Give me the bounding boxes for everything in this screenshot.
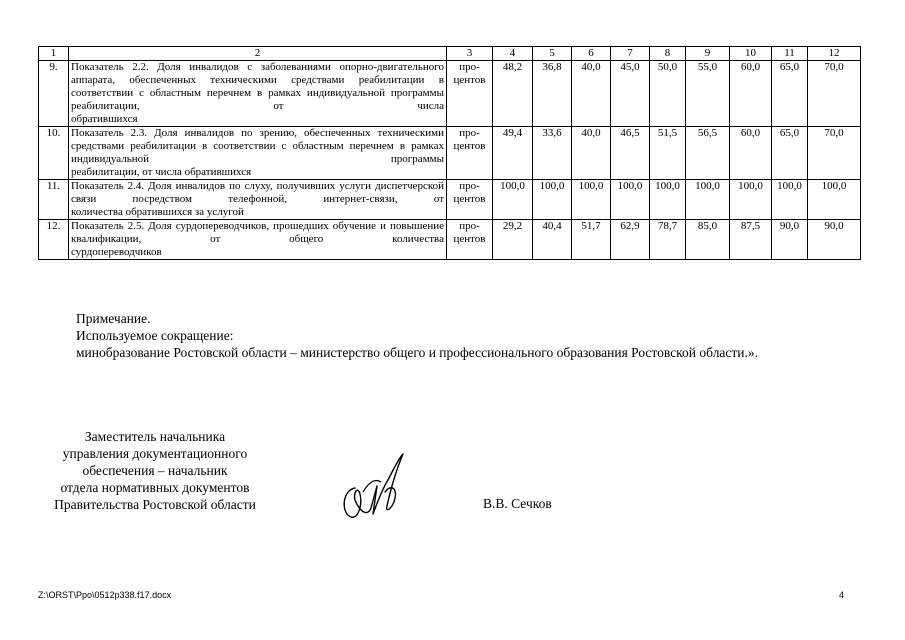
indicator-description-tail: сурдопереводчиков bbox=[71, 246, 162, 258]
signatory-title-line: отдела нормативных документов bbox=[60, 480, 250, 495]
value-cell: 60,0 bbox=[730, 127, 772, 180]
unit-cell: про-центов bbox=[447, 61, 493, 127]
value-cell: 85,0 bbox=[686, 220, 730, 260]
value-cell: 100,0 bbox=[686, 180, 730, 220]
value-cell: 33,6 bbox=[533, 127, 572, 180]
value-cell: 45,0 bbox=[611, 61, 650, 127]
signatory-title bbox=[30, 428, 280, 513]
row-number: 11. bbox=[39, 180, 69, 220]
value-cell: 51,5 bbox=[650, 127, 686, 180]
value-cell: 55,0 bbox=[686, 61, 730, 127]
value-cell: 62,9 bbox=[611, 220, 650, 260]
header-cell: 6 bbox=[572, 47, 611, 61]
value-cell: 60,0 bbox=[730, 61, 772, 127]
value-cell: 100,0 bbox=[611, 180, 650, 220]
row-number: 9. bbox=[39, 61, 69, 127]
value-cell: 56,5 bbox=[686, 127, 730, 180]
value-cell: 100,0 bbox=[572, 180, 611, 220]
value-cell: 70,0 bbox=[808, 61, 861, 127]
value-cell: 90,0 bbox=[808, 220, 861, 260]
table-row bbox=[39, 61, 861, 127]
unit-cell: про-центов bbox=[447, 127, 493, 180]
row-number: 12. bbox=[39, 220, 69, 260]
file-path: Z:\ORST\Ppo\0512p338.f17.docx bbox=[38, 590, 172, 600]
header-cell: 9 bbox=[686, 47, 730, 61]
unit-cell: про-центов bbox=[447, 220, 493, 260]
value-cell: 78,7 bbox=[650, 220, 686, 260]
signatory-title-line: Правительства Ростовской области bbox=[54, 497, 256, 512]
header-cell: 10 bbox=[730, 47, 772, 61]
value-cell: 48,2 bbox=[493, 61, 533, 127]
handwritten-signature bbox=[333, 448, 413, 528]
row-number: 10. bbox=[39, 127, 69, 180]
header-cell: 7 bbox=[611, 47, 650, 61]
table-row bbox=[39, 180, 861, 220]
table-row bbox=[39, 220, 861, 260]
indicators-table bbox=[38, 46, 861, 260]
header-cell: 5 bbox=[533, 47, 572, 61]
header-cell: 2 bbox=[69, 47, 447, 61]
signatory-title-line: управления документационного bbox=[62, 446, 248, 461]
header-cell: 3 bbox=[447, 47, 493, 61]
table-row bbox=[39, 127, 861, 180]
signatory-title-line: Заместитель начальника bbox=[84, 429, 226, 444]
value-cell: 100,0 bbox=[533, 180, 572, 220]
indicator-description-text: Показатель 2.2. Доля инвалидов с заболеваниями опорно-двигательного аппарата, обеспеченных техническими средствами реабилитации в соответствии с областным перечнем в рамках индивидуальной программы реабилитации, от числа bbox=[71, 61, 444, 112]
signatory-title-line: обеспечения – начальник bbox=[82, 463, 228, 478]
table-header-row bbox=[39, 47, 861, 61]
note-title: Примечание. bbox=[76, 311, 151, 326]
indicator-description bbox=[69, 127, 447, 180]
header-cell: 4 bbox=[493, 47, 533, 61]
value-cell: 65,0 bbox=[772, 127, 808, 180]
value-cell: 40,0 bbox=[572, 61, 611, 127]
signatory-name: В.В. Сечков bbox=[483, 496, 552, 511]
value-cell: 100,0 bbox=[730, 180, 772, 220]
value-cell: 65,0 bbox=[772, 61, 808, 127]
indicator-description-tail: реабилитации, от числа обратившихся bbox=[71, 166, 252, 178]
value-cell: 40,4 bbox=[533, 220, 572, 260]
value-cell: 100,0 bbox=[772, 180, 808, 220]
value-cell: 100,0 bbox=[650, 180, 686, 220]
header-cell: 8 bbox=[650, 47, 686, 61]
page-number: 4 bbox=[839, 590, 845, 600]
value-cell: 90,0 bbox=[772, 220, 808, 260]
value-cell: 36,8 bbox=[533, 61, 572, 127]
indicator-description-text: Показатель 2.3. Доля инвалидов по зрению, обеспеченных техническими средствами реабилитации в соответствии с областным перечнем в рамках индивидуальной программы bbox=[71, 127, 444, 165]
header-cell: 11 bbox=[772, 47, 808, 61]
value-cell: 100,0 bbox=[808, 180, 861, 220]
value-cell: 40,0 bbox=[572, 127, 611, 180]
unit-cell: про-центов bbox=[447, 180, 493, 220]
indicator-description-text: Показатель 2.5. Доля сурдопереводчиков, прошедших обучение и повышение квалификации, от общего количества bbox=[71, 220, 444, 245]
header-cell: 12 bbox=[808, 47, 861, 61]
note-abbrev-label: Используемое сокращение: bbox=[76, 328, 234, 343]
value-cell: 49,4 bbox=[493, 127, 533, 180]
note-abbrev-text: минобразование Ростовской области – министерство общего и профессионального образования Ростовской области.». bbox=[76, 345, 759, 360]
indicator-description-text: Показатель 2.4. Доля инвалидов по слуху, получивших услуги диспетчерской связи посредством телефонной, интернет-связи, от bbox=[71, 180, 444, 205]
value-cell: 100,0 bbox=[493, 180, 533, 220]
value-cell: 51,7 bbox=[572, 220, 611, 260]
value-cell: 87,5 bbox=[730, 220, 772, 260]
indicator-description bbox=[69, 61, 447, 127]
value-cell: 46,5 bbox=[611, 127, 650, 180]
value-cell: 50,0 bbox=[650, 61, 686, 127]
indicator-description bbox=[69, 180, 447, 220]
indicator-description-tail: количества обратившихся за услугой bbox=[71, 206, 244, 218]
value-cell: 29,2 bbox=[493, 220, 533, 260]
indicator-description bbox=[69, 220, 447, 260]
indicator-description-tail: обратившихся bbox=[71, 113, 138, 125]
header-cell: 1 bbox=[39, 47, 69, 61]
value-cell: 70,0 bbox=[808, 127, 861, 180]
